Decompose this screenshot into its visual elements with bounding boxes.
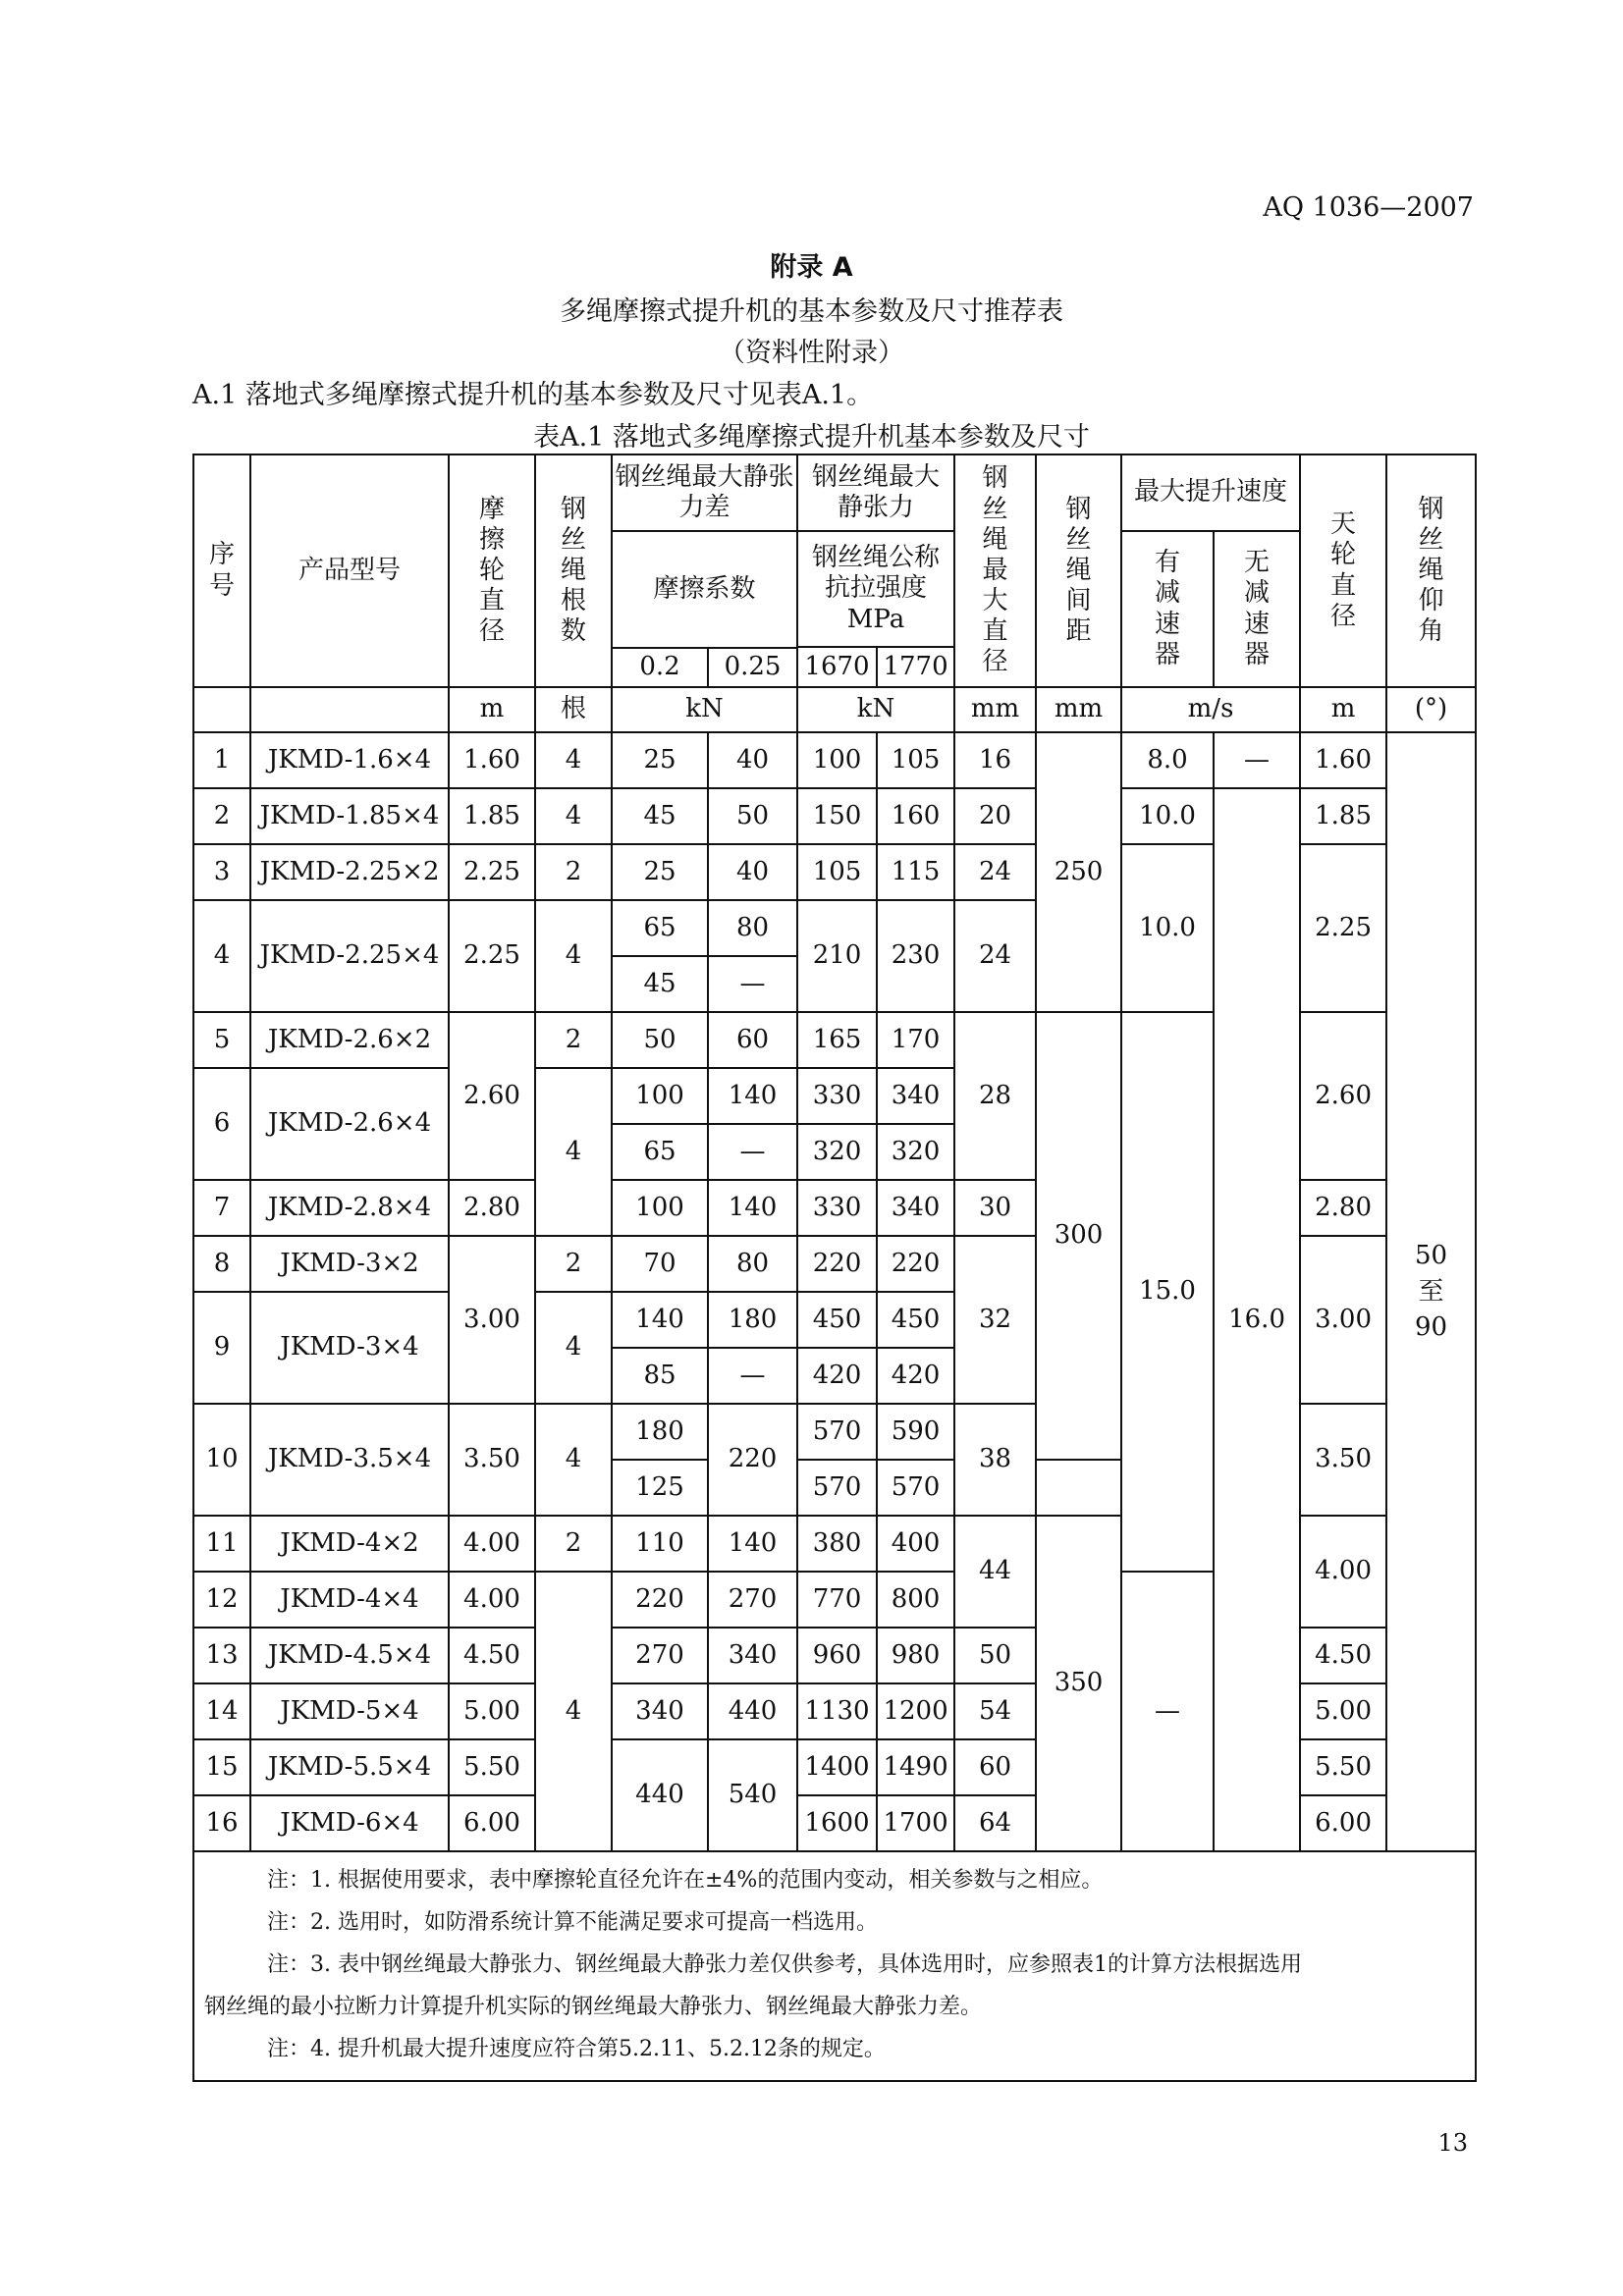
cell-dia: 3.50 [449, 1404, 535, 1516]
cell-diff-025: 140 [708, 1180, 797, 1236]
cell-tension-1670: 770 [797, 1572, 877, 1628]
header-without-reducer: 无减速器 [1214, 531, 1300, 687]
cell-tension-1770: 230 [877, 900, 954, 1012]
header-strength: 钢丝绳公称抗拉强度MPa [797, 531, 954, 647]
note-1: 注：1. 根据使用要求，表中摩擦轮直径允许在±4%的范围内变动，相关参数与之相应。 [267, 1868, 1104, 1893]
cell-diff-025: 180 [708, 1292, 797, 1348]
unit-model [250, 687, 449, 732]
cell-tension-1770: 400 [877, 1516, 954, 1572]
unit-rope-dia: mm [954, 687, 1036, 732]
unit-seq [193, 687, 250, 732]
cell-diff-02: 45 [612, 788, 708, 844]
note-3: 注：3. 表中钢丝绳最大静张力、钢丝绳最大静张力差仅供参考，具体选用时，应参照表1的计算方法根据选用 [267, 1951, 1302, 1977]
unit-max-tension: kN [797, 687, 954, 732]
unit-wheel-dia: m [449, 687, 535, 732]
cell-tension-1670: 1600 [797, 1795, 877, 1851]
cell-tension-1670: 100 [797, 732, 877, 788]
cell-model: JKMD-2.25×4 [250, 900, 449, 1012]
cell-diff-02: 85 [612, 1348, 708, 1404]
cell-diff-02: 45 [612, 956, 708, 1012]
cell-model: JKMD-6×4 [250, 1795, 449, 1851]
cell-rope-dia: 30 [954, 1180, 1036, 1236]
page-number: 13 [1437, 2129, 1468, 2157]
cell-diff-025: 140 [708, 1068, 797, 1124]
cell-diff-02: 100 [612, 1180, 708, 1236]
appendix-subtitle: 多绳摩擦式提升机的基本参数及尺寸推荐表 [560, 296, 1063, 327]
cell-sheave: 1.85 [1300, 788, 1386, 844]
cell-sheave: 2.80 [1300, 1180, 1386, 1236]
cell-model: JKMD-1.85×4 [250, 788, 449, 844]
cell-diff-025: 440 [708, 1683, 797, 1739]
cell-ropes: 2 [535, 1516, 612, 1572]
header-max-tension: 钢丝绳最大静张力 [797, 454, 954, 531]
cell-diff-025: 140 [708, 1516, 797, 1572]
document-code: AQ 1036—2007 [1263, 192, 1474, 223]
cell-diff-025: 340 [708, 1628, 797, 1683]
cell-diff-02: 70 [612, 1236, 708, 1292]
cell-model: JKMD-5×4 [250, 1683, 449, 1739]
cell-ropes: 4 [535, 732, 612, 788]
cell-seq: 6 [193, 1068, 250, 1180]
cell-speed-without: 16.0 [1214, 788, 1300, 1851]
cell-model: JKMD-2.25×2 [250, 844, 449, 900]
cell-rope-dia: 44 [954, 1516, 1036, 1628]
cell-seq: 3 [193, 844, 250, 900]
cell-model: JKMD-4×2 [250, 1516, 449, 1572]
angle-value: 50至90 [1414, 1241, 1448, 1343]
cell-tension-1770: 980 [877, 1628, 954, 1683]
cell-tension-1770: 450 [877, 1292, 954, 1348]
header-coef-0.2: 0.2 [612, 648, 708, 687]
cell-tension-1770: 115 [877, 844, 954, 900]
cell-diff-02: 110 [612, 1516, 708, 1572]
cell-elevation-angle [1386, 732, 1476, 1851]
cell-diff-025: 270 [708, 1572, 797, 1628]
cell-diff-02: 340 [612, 1683, 708, 1739]
cell-diff-025: — [708, 956, 797, 1012]
cell-tension-1770: 800 [877, 1572, 954, 1628]
cell-ropes: 2 [535, 1012, 612, 1068]
cell-ropes: 4 [535, 1068, 612, 1236]
cell-diff-02: 140 [612, 1292, 708, 1348]
appendix-title: 附录 A [770, 252, 853, 283]
header-seq: 序号 [193, 454, 250, 687]
table-row [193, 788, 1476, 844]
table-caption: 表A.1 落地式多绳摩擦式提升机基本参数及尺寸 [533, 422, 1090, 453]
cell-seq: 2 [193, 788, 250, 844]
cell-rope-dia: 64 [954, 1795, 1036, 1851]
cell-ropes: 4 [535, 1404, 612, 1516]
cell-spacing: 250 [1036, 732, 1121, 1012]
cell-diff-02: 65 [612, 900, 708, 956]
cell-tension-1670: 330 [797, 1180, 877, 1236]
header-wheel-dia: 摩擦轮直径 [449, 454, 535, 687]
cell-ropes: 4 [535, 1572, 612, 1851]
cell-dia: 4.00 [449, 1516, 535, 1572]
header-elevation-angle: 钢丝绳仰角 [1386, 454, 1476, 687]
cell-rope-dia: 24 [954, 900, 1036, 1012]
cell-tension-1670: 220 [797, 1236, 877, 1292]
cell-tension-1670: 420 [797, 1348, 877, 1404]
cell-diff-02: 65 [612, 1124, 708, 1180]
cell-diff-02: 25 [612, 732, 708, 788]
cell-ropes: 2 [535, 844, 612, 900]
cell-seq: 13 [193, 1628, 250, 1683]
header-strength-1770: 1770 [877, 647, 954, 687]
header-row [193, 454, 1476, 531]
cell-tension-1770: 160 [877, 788, 954, 844]
cell-speed-with: 15.0 [1121, 1012, 1214, 1572]
cell-sheave: 1.60 [1300, 732, 1386, 788]
cell-tension-1670: 320 [797, 1124, 877, 1180]
cell-tension-1770: 590 [877, 1404, 954, 1460]
cell-dia: 4.50 [449, 1628, 535, 1683]
header-coef-0.25: 0.25 [708, 648, 797, 687]
cell-speed-with: — [1121, 1572, 1214, 1851]
cell-seq: 8 [193, 1236, 250, 1292]
cell-sheave: 5.00 [1300, 1683, 1386, 1739]
cell-tension-1770: 105 [877, 732, 954, 788]
cell-diff-025: 60 [708, 1012, 797, 1068]
cell-seq: 15 [193, 1739, 250, 1795]
cell-tension-1670: 330 [797, 1068, 877, 1124]
cell-diff-025: 40 [708, 844, 797, 900]
cell-sheave: 3.50 [1300, 1404, 1386, 1516]
cell-tension-1670: 210 [797, 900, 877, 1012]
cell-tension-1670: 105 [797, 844, 877, 900]
header-rope-count: 钢丝绳根数 [535, 454, 612, 687]
cell-model: JKMD-3×4 [250, 1292, 449, 1404]
notes-cell [193, 1851, 1476, 2081]
header-friction-coef: 摩擦系数 [612, 531, 797, 648]
cell-diff-02: 50 [612, 1012, 708, 1068]
cell-diff-025: 540 [708, 1739, 797, 1851]
cell-speed-with: 8.0 [1121, 732, 1214, 788]
cell-model: JKMD-2.6×2 [250, 1012, 449, 1068]
header-max-speed: 最大提升速度 [1121, 454, 1300, 531]
cell-seq: 1 [193, 732, 250, 788]
cell-rope-dia: 54 [954, 1683, 1036, 1739]
cell-speed-with: 10.0 [1121, 844, 1214, 1012]
unit-rope-count: 根 [535, 687, 612, 732]
cell-sheave: 5.50 [1300, 1739, 1386, 1795]
header-with-reducer: 有减速器 [1121, 531, 1214, 687]
cell-diff-02: 220 [612, 1572, 708, 1628]
cell-model: JKMD-2.6×4 [250, 1068, 449, 1180]
cell-sheave: 6.00 [1300, 1795, 1386, 1851]
intro-paragraph: A.1 落地式多绳摩擦式提升机的基本参数及尺寸见表A.1。 [192, 380, 874, 410]
cell-tension-1770: 1700 [877, 1795, 954, 1851]
cell-rope-dia: 16 [954, 732, 1036, 788]
cell-ropes: 4 [535, 788, 612, 844]
cell-ropes: 4 [535, 900, 612, 1012]
cell-tension-1770: 570 [877, 1460, 954, 1516]
cell-sheave: 3.00 [1300, 1236, 1386, 1404]
cell-rope-dia: 32 [954, 1236, 1036, 1404]
cell-dia: 2.60 [449, 1012, 535, 1180]
cell-sheave: 2.25 [1300, 844, 1386, 1012]
appendix-note: （资料性附录） [719, 338, 904, 368]
cell-dia: 3.00 [449, 1236, 535, 1404]
cell-diff-02: 25 [612, 844, 708, 900]
cell-diff-02: 100 [612, 1068, 708, 1124]
cell-dia: 5.50 [449, 1739, 535, 1795]
cell-tension-1670: 570 [797, 1404, 877, 1460]
cell-tension-1670: 150 [797, 788, 877, 844]
cell-spacing: 300 [1036, 1012, 1121, 1460]
cell-diff-025: — [708, 1124, 797, 1180]
cell-dia: 2.25 [449, 900, 535, 1012]
unit-rope-spacing: mm [1036, 687, 1121, 732]
cell-dia: 1.60 [449, 732, 535, 788]
cell-diff-025: 80 [708, 1236, 797, 1292]
header-rope-dia: 钢丝绳最大直径 [954, 454, 1036, 687]
header-tension-diff: 钢丝绳最大静张力差 [612, 454, 797, 531]
cell-model: JKMD-4.5×4 [250, 1628, 449, 1683]
notes-row [193, 1851, 1476, 2081]
cell-tension-1770: 220 [877, 1236, 954, 1292]
cell-rope-dia: 20 [954, 788, 1036, 844]
cell-model: JKMD-1.6×4 [250, 732, 449, 788]
cell-sheave: 2.60 [1300, 1012, 1386, 1180]
cell-rope-dia: 50 [954, 1628, 1036, 1683]
unit-tension-diff: kN [612, 687, 797, 732]
cell-seq: 5 [193, 1012, 250, 1068]
cell-tension-1670: 380 [797, 1516, 877, 1572]
cell-seq: 7 [193, 1180, 250, 1236]
unit-sheave-dia: m [1300, 687, 1386, 732]
cell-tension-1770: 1490 [877, 1739, 954, 1795]
cell-model: JKMD-3×2 [250, 1236, 449, 1292]
cell-diff-02: 125 [612, 1460, 708, 1516]
cell-dia: 5.00 [449, 1683, 535, 1739]
cell-speed-without: — [1214, 732, 1300, 788]
cell-seq: 4 [193, 900, 250, 1012]
header-rope-spacing: 钢丝绳间距 [1036, 454, 1121, 687]
cell-model: JKMD-5.5×4 [250, 1739, 449, 1795]
cell-diff-025: 220 [708, 1404, 797, 1516]
cell-sheave: 4.50 [1300, 1628, 1386, 1683]
unit-elevation-angle: (°) [1386, 687, 1476, 732]
cell-tension-1670: 570 [797, 1460, 877, 1516]
cell-rope-dia: 24 [954, 844, 1036, 900]
cell-seq: 14 [193, 1683, 250, 1739]
cell-ropes: 4 [535, 1292, 612, 1404]
cell-seq: 10 [193, 1404, 250, 1516]
cell-diff-025: 40 [708, 732, 797, 788]
cell-dia: 6.00 [449, 1795, 535, 1851]
cell-tension-1670: 1400 [797, 1739, 877, 1795]
header-sheave-dia: 天轮直径 [1300, 454, 1386, 687]
cell-tension-1670: 450 [797, 1292, 877, 1348]
cell-diff-02: 270 [612, 1628, 708, 1683]
cell-model: JKMD-4×4 [250, 1572, 449, 1628]
cell-tension-1670: 1130 [797, 1683, 877, 1739]
cell-rope-dia: 60 [954, 1739, 1036, 1795]
cell-tension-1770: 320 [877, 1124, 954, 1180]
cell-ropes: 2 [535, 1236, 612, 1292]
cell-rope-dia: 38 [954, 1404, 1036, 1516]
cell-tension-1670: 165 [797, 1012, 877, 1068]
header-model: 产品型号 [250, 454, 449, 687]
note-2: 注：2. 选用时，如防滑系统计算不能满足要求可提高一档选用。 [267, 1909, 878, 1935]
cell-rope-dia: 28 [954, 1012, 1036, 1180]
cell-dia: 2.25 [449, 844, 535, 900]
cell-spacing: 350 [1036, 1516, 1121, 1851]
note-4: 注：4. 提升机最大提升速度应符合第5.2.11、5.2.12条的规定。 [267, 2036, 886, 2061]
cell-diff-02: 440 [612, 1739, 708, 1851]
cell-sheave: 4.00 [1300, 1516, 1386, 1628]
cell-tension-1770: 420 [877, 1348, 954, 1404]
cell-diff-025: 50 [708, 788, 797, 844]
cell-seq: 9 [193, 1292, 250, 1404]
cell-tension-1770: 340 [877, 1068, 954, 1124]
units-row [193, 687, 1476, 732]
cell-speed-with: 10.0 [1121, 788, 1214, 844]
cell-seq: 16 [193, 1795, 250, 1851]
cell-tension-1770: 170 [877, 1012, 954, 1068]
cell-model: JKMD-2.8×4 [250, 1180, 449, 1236]
cell-diff-02: 180 [612, 1404, 708, 1460]
cell-diff-025: — [708, 1348, 797, 1404]
header-strength-1670: 1670 [797, 647, 877, 687]
cell-seq: 11 [193, 1516, 250, 1572]
cell-tension-1770: 340 [877, 1180, 954, 1236]
table-row [193, 732, 1476, 788]
cell-tension-1770: 1200 [877, 1683, 954, 1739]
cell-tension-1670: 960 [797, 1628, 877, 1683]
cell-seq: 12 [193, 1572, 250, 1628]
note-3-continued: 钢丝绳的最小拉断力计算提升机实际的钢丝绳最大静张力、钢丝绳最大静张力差。 [204, 1994, 983, 2019]
cell-diff-025: 80 [708, 900, 797, 956]
cell-dia: 4.00 [449, 1572, 535, 1628]
parameter-table [192, 454, 1477, 2082]
cell-dia: 2.80 [449, 1180, 535, 1236]
cell-dia: 1.85 [449, 788, 535, 844]
unit-max-speed: m/s [1121, 687, 1300, 732]
cell-model: JKMD-3.5×4 [250, 1404, 449, 1516]
